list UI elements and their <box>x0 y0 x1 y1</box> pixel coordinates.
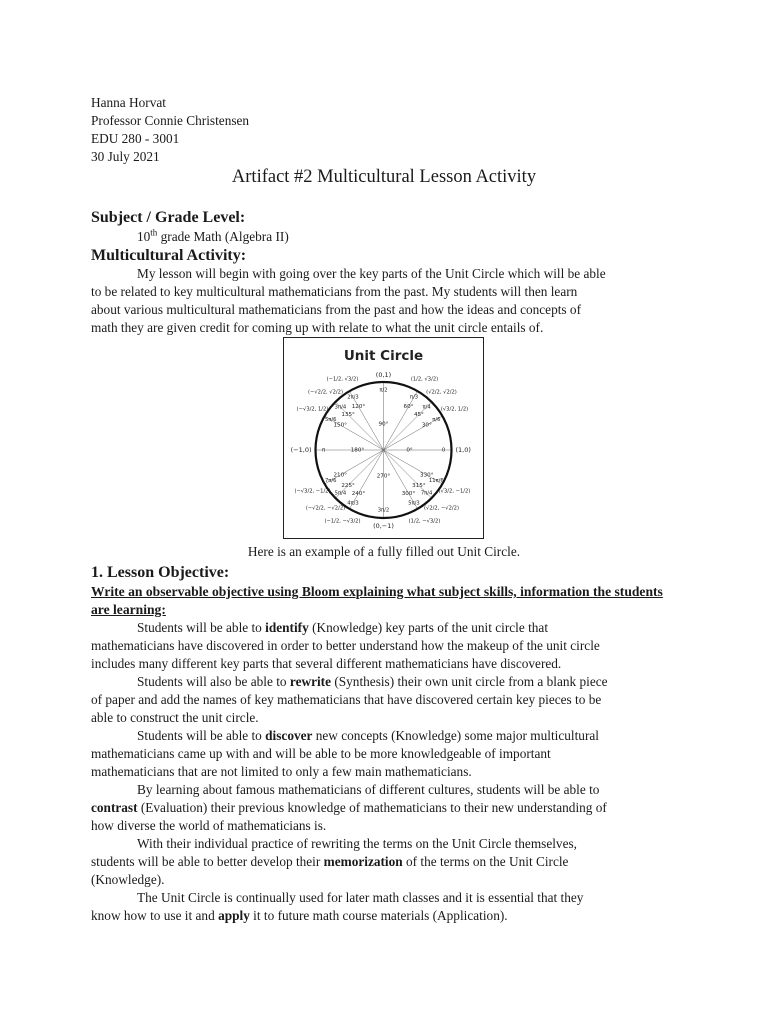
text-line: includes many different key parts that several different mathematicians have discovered. <box>91 656 562 671</box>
radian-label: 3π/2 <box>377 507 390 514</box>
activity-line: math they are given credit for coming up with relate to what the unit circle entails of. <box>91 320 544 335</box>
text-line: (Knowledge). <box>91 872 165 887</box>
professor-name: Professor Connie Christensen <box>91 113 250 128</box>
degree-label: 45° <box>413 412 424 419</box>
coordinate-label: (1/2, −√3/2) <box>408 518 441 525</box>
text-run: students will be able to better develop their <box>91 854 324 869</box>
document-title: Artifact #2 Multicultural Lesson Activity <box>231 167 537 187</box>
coordinate-label: (√2/2, −√2/2) <box>423 505 460 512</box>
coordinate-label: (−√2/2, −√2/2) <box>305 505 346 512</box>
objective-paragraph-3 <box>91 727 676 781</box>
text-run: (Evaluation) their previous knowledge of mathematicians to their new understanding of <box>137 800 607 815</box>
radian-label: 11π/6 <box>428 478 444 484</box>
activity-heading: Multicultural Activity: <box>91 247 247 264</box>
unit-circle-diagram <box>284 338 483 538</box>
radian-label: 2π/3 <box>347 394 359 401</box>
keyword-identify: identify <box>265 620 309 635</box>
radian-label: π/6 <box>432 417 441 423</box>
objective-paragraph-6 <box>91 889 676 925</box>
degree-label: 150° <box>333 422 347 429</box>
degree-label: 60° <box>403 404 414 411</box>
radian-label: π/4 <box>422 404 431 411</box>
text-run: know how to use it and <box>91 908 219 923</box>
degree-label: 30° <box>421 422 432 429</box>
degree-label: 135° <box>341 412 355 419</box>
text-run: it to future math course materials (Application). <box>249 908 508 923</box>
text-line: mathematicians have discovered in order to better understand how the makeup of the unit circle <box>91 638 600 653</box>
radian-label: π/3 <box>409 394 419 401</box>
axis-point-bottom: (0,−1) <box>373 522 394 530</box>
activity-line: My lesson will begin with going over the key parts of the Unit Circle which will be able <box>137 266 606 281</box>
coordinate-label: (√2/2, √2/2) <box>426 389 457 396</box>
radian-label: π/2 <box>379 387 388 394</box>
coordinate-label: (−√2/2, √2/2) <box>307 389 344 396</box>
radian-label: π <box>321 447 326 454</box>
text-line: mathematicians came up with and will be able to be more knowledgeable of important <box>91 746 551 761</box>
degree-label: 90° <box>378 421 389 428</box>
unit-circle-figure <box>283 337 484 539</box>
degree-label: 0° <box>406 447 413 454</box>
text-line: By learning about famous mathematicians of different cultures, students will be able to <box>137 782 600 797</box>
degree-label: 300° <box>401 490 416 497</box>
keyword-rewrite: rewrite <box>289 674 331 689</box>
text-line: how diverse the world of mathematicians is. <box>91 818 327 833</box>
axis-point-left: (−1,0) <box>290 446 312 454</box>
objective-prompt: Write an observable objective using Bloom explaining what subject skills, information the students are learning: <box>91 584 663 617</box>
subject-heading: Subject / Grade Level: <box>91 209 246 226</box>
coordinate-label: (√3/2, 1/2) <box>440 406 469 413</box>
unit-circle-title: Unit Circle <box>343 348 424 364</box>
coordinate-label: (−1/2, √3/2) <box>326 376 359 383</box>
text-run: of the terms on the Unit Circle <box>402 854 569 869</box>
text-run: Students will be able to <box>137 728 266 743</box>
activity-paragraph <box>91 265 676 337</box>
text-run: Students will be able to <box>137 620 266 635</box>
radian-label: 3π/4 <box>334 404 347 411</box>
text-line: able to construct the unit circle. <box>91 710 259 725</box>
document-date: 30 July 2021 <box>91 149 160 164</box>
text-line: With their individual practice of rewriting the terms on the Unit Circle themselves, <box>137 836 577 851</box>
grade-number: 10 <box>137 229 151 244</box>
coordinate-label: (√3/2, −1/2) <box>438 488 471 495</box>
subject-text <box>91 228 676 246</box>
degree-label: 180° <box>350 447 365 454</box>
text-line: of paper and add the names of key mathematicians that have discovered certain key pieces to be <box>91 692 602 707</box>
author-name: Hanna Horvat <box>91 95 166 110</box>
text-line: mathematicians that are not limited to only a few main mathematicians. <box>91 764 472 779</box>
radian-label: 7π/4 <box>420 490 433 497</box>
coordinate-label: (−1/2, −√3/2) <box>324 518 361 525</box>
radian-label: 4π/3 <box>347 500 359 507</box>
coordinate-label: (−√3/2, 1/2) <box>296 406 329 413</box>
axis-point-right: (1,0) <box>455 446 471 454</box>
objective-paragraph-1 <box>91 619 676 673</box>
text-run: (Synthesis) their own unit circle from a blank piece <box>331 674 608 689</box>
degree-label: 225° <box>341 482 355 489</box>
degree-label: 120° <box>351 404 366 411</box>
activity-line: to be related to key multicultural mathematicians from the past. My students will then learn <box>91 284 578 299</box>
grade-description: grade Math (Algebra II) <box>157 229 289 244</box>
grade-level-line <box>91 228 676 246</box>
degree-label: 330° <box>420 472 434 479</box>
axis-point-top: (0,1) <box>375 371 392 379</box>
radian-label: 0 <box>441 447 446 454</box>
text-run: (Knowledge) key parts of the unit circle that <box>308 620 549 635</box>
degree-label: 315° <box>412 482 426 489</box>
text-run: new concepts (Knowledge) some major multicultural <box>312 728 599 743</box>
text-line: The Unit Circle is continually used for later math classes and it is essential that they <box>137 890 584 905</box>
objective-heading: 1. Lesson Objective: <box>91 564 230 581</box>
degree-label: 240° <box>351 490 366 497</box>
degree-label: 210° <box>333 472 347 479</box>
course-code: EDU 280 - 3001 <box>91 131 180 146</box>
grade-suffix: th <box>150 227 158 238</box>
radian-label: 5π/3 <box>408 500 420 507</box>
objective-paragraph-5 <box>91 835 676 889</box>
keyword-memorization: memorization <box>323 854 403 869</box>
text-run: Students will also be able to <box>137 674 290 689</box>
objective-paragraph-2 <box>91 673 676 727</box>
radian-label: 5π/4 <box>334 490 347 497</box>
objective-paragraph-4 <box>91 781 676 835</box>
degree-label: 270° <box>376 473 391 480</box>
coordinate-label: (1/2, √3/2) <box>410 376 439 383</box>
keyword-apply: apply <box>218 908 250 923</box>
radian-label: 5π/6 <box>324 417 337 423</box>
keyword-discover: discover <box>265 728 313 743</box>
radian-label: 7π/6 <box>324 478 337 484</box>
coordinate-label: (−√3/2, −1/2) <box>294 488 331 495</box>
figure-caption: Here is an example of a fully filled out Unit Circle. <box>247 544 521 559</box>
keyword-contrast: contrast <box>91 800 138 815</box>
activity-line: about various multicultural mathematicians from the past and how the ideas and concepts of <box>91 302 581 317</box>
